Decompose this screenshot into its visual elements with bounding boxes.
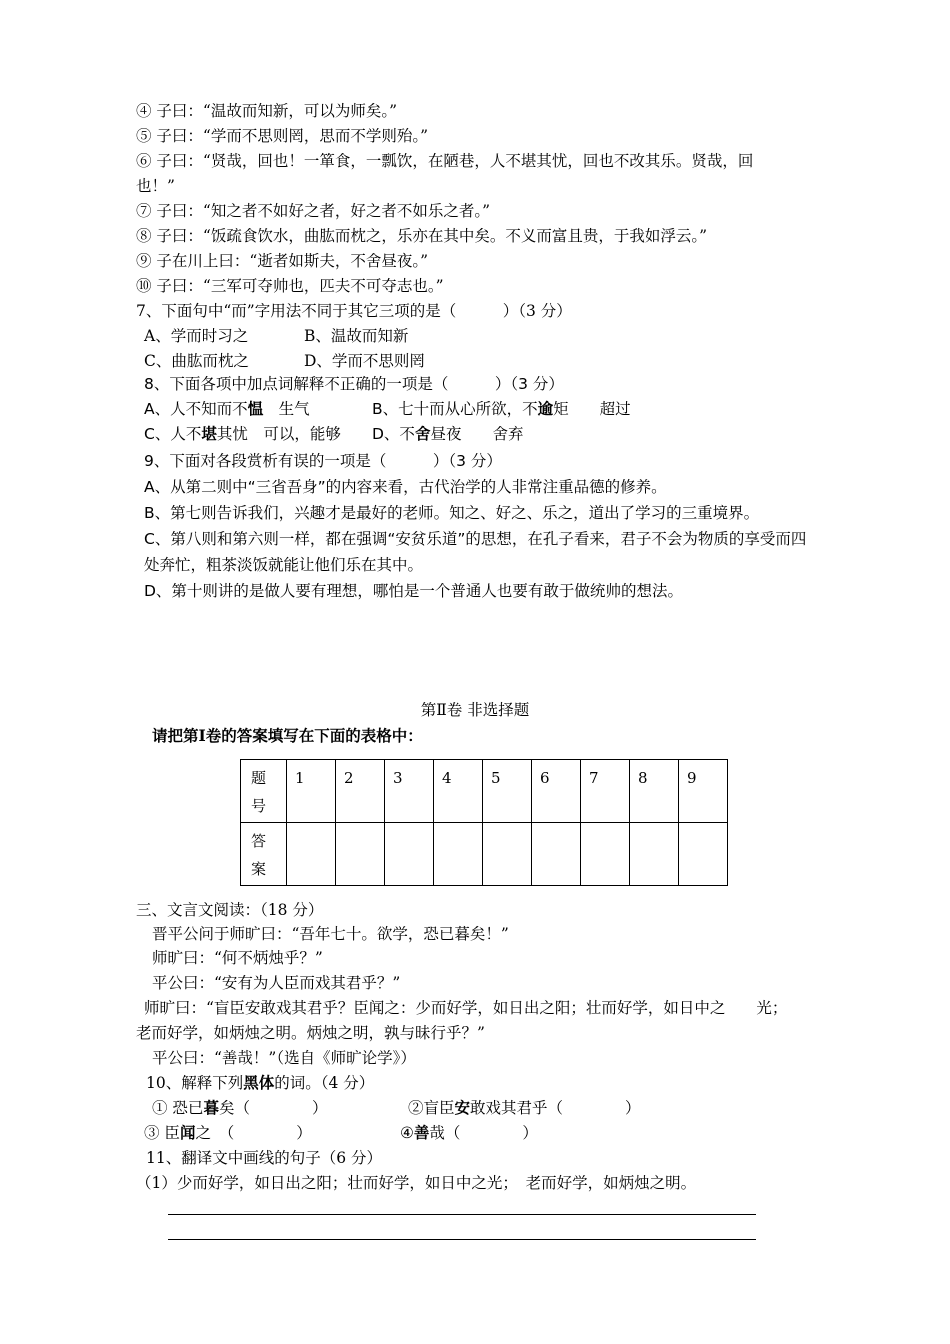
quote-4: ④ 子曰：“温故而知新，可以为师矣。” xyxy=(136,102,398,120)
q9-option-c-cont: 处奔忙，粗茶淡饭就能让他们乐在其中。 xyxy=(144,556,424,574)
q11-sentence-1: （1）少而好学，如日出之阳；壮而好学，如日中之光； 老而好学，如炳烛之明。 xyxy=(136,1174,697,1192)
q10-item-4: ④善哉（ ） xyxy=(400,1123,538,1142)
q10-item-2: ②盲臣安敢戏其君乎（ ） xyxy=(408,1098,641,1117)
q8-d-dotted-word: 舍 xyxy=(414,425,431,443)
passage-p1: 晋平公问于师旷曰：“吾年七十。欲学，恐已暮矣！” xyxy=(152,925,509,943)
q8-option-d xyxy=(372,424,523,444)
q8-a-dotted-word: 愠 xyxy=(247,400,264,418)
q7-option-d: D、学而不思则罔 xyxy=(304,352,425,370)
q8-b-dotted-word: 逾 xyxy=(537,400,554,418)
q8-a-gloss: 生气 xyxy=(263,400,310,418)
table-cell-number: 3 xyxy=(385,760,434,823)
q10-item-3: ③ 臣闻之 （ ） xyxy=(144,1123,312,1142)
section-2-title: 第Ⅱ卷 非选择题 xyxy=(420,701,530,719)
quote-6: ⑥ 子曰：“贤哉，回也！一箪食，一瓢饮，在陋巷，人不堪其忧，回也不改其乐。贤哉，回 xyxy=(136,152,754,170)
table-cell-number: 9 xyxy=(679,760,728,823)
q11-stem: 11、翻译文中画线的句子（6 分） xyxy=(146,1149,383,1167)
q9-option-a: A、从第二则中“三省吾身”的内容来看，古代治学的人非常注重品德的修养。 xyxy=(144,478,667,496)
answer-cell[interactable] xyxy=(532,823,581,886)
answer-cell[interactable] xyxy=(434,823,483,886)
table-cell-number: 5 xyxy=(483,760,532,823)
q10-item-1: ① 恐已暮矣（ ） xyxy=(152,1098,328,1117)
quote-8: ⑧ 子曰：“饭疏食饮水，曲肱而枕之，乐亦在其中矣。不义而富且贵，于我如浮云。” xyxy=(136,227,708,245)
q8-a-text: A、人不知而不 xyxy=(144,400,248,418)
q8-stem: 8、下面各项中加点词解释不正确的一项是（ ）（3 分） xyxy=(144,375,564,393)
passage-p3: 平公曰：“安有为人臣而戏其君乎？” xyxy=(152,974,401,992)
q8-option-b xyxy=(372,399,631,419)
q8-c-text: C、人不 xyxy=(144,425,202,443)
q8-b-gloss: 矩 超过 xyxy=(553,400,631,418)
answer-cell[interactable] xyxy=(336,823,385,886)
q9-stem: 9、下面对各段赏析有误的一项是（ ）（3 分） xyxy=(144,452,502,470)
table-cell-number: 4 xyxy=(434,760,483,823)
q10-bold-word: 黑体 xyxy=(243,1073,275,1092)
table-header-number: 题 号 xyxy=(241,760,287,823)
quote-5: ⑤ 子曰：“学而不思则罔，思而不学则殆。” xyxy=(136,127,429,145)
answer-cell[interactable] xyxy=(630,823,679,886)
quote-7: ⑦ 子曰：“知之者不如好之者，好之者不如乐之者。” xyxy=(136,202,491,220)
answer-cell[interactable] xyxy=(385,823,434,886)
passage-p5: 平公曰：“善哉！”（选自《师旷论学》） xyxy=(152,1049,416,1067)
table-cell-number: 7 xyxy=(581,760,630,823)
q7-stem: 7、下面句中“而”字用法不同于其它三项的是（ ）（3 分） xyxy=(136,302,572,320)
answer-cell[interactable] xyxy=(287,823,336,886)
table-cell-number: 2 xyxy=(336,760,385,823)
q8-option-c xyxy=(144,424,341,444)
quote-6-cont: 也！” xyxy=(136,177,175,195)
table-row xyxy=(241,823,728,886)
answer-cell[interactable] xyxy=(483,823,532,886)
q10-stem: 10、解释下列黑体的词。（4 分） xyxy=(146,1073,375,1092)
q9-option-c: C、第八则和第六则一样，都在强调“安贫乐道”的思想，在孔子看来，君子不会为物质的享受而四 xyxy=(144,530,807,548)
answer-cell[interactable] xyxy=(679,823,728,886)
q7-option-b: B、温故而知新 xyxy=(304,327,409,345)
q9-option-d: D、第十则讲的是做人要有理想，哪怕是一个普通人也要有敢于做统帅的想法。 xyxy=(144,582,683,600)
q8-b-text: B、七十而从心所欲，不 xyxy=(372,400,538,418)
answer-line[interactable] xyxy=(168,1214,756,1215)
table-row xyxy=(241,760,728,823)
q8-d-text: D、不 xyxy=(372,425,415,443)
quote-9: ⑨ 子在川上曰：“逝者如斯夫，不舍昼夜。” xyxy=(136,252,429,270)
q8-option-a xyxy=(144,399,310,419)
q8-d-gloss: 昼夜 舍弃 xyxy=(430,425,524,443)
table-header-answer: 答 案 xyxy=(241,823,287,886)
table-cell-number: 8 xyxy=(630,760,679,823)
passage-p4-cont: 老而好学，如炳烛之明。炳烛之明，孰与昧行乎？” xyxy=(136,1024,485,1042)
section-2-instruction: 请把第Ⅰ卷的答案填写在下面的表格中： xyxy=(152,726,423,745)
q7-option-a: A、学而时习之 xyxy=(144,327,249,345)
answer-cell[interactable] xyxy=(581,823,630,886)
q7-option-c: C、曲肱而枕之 xyxy=(144,352,249,370)
passage-p2: 师旷曰：“何不炳烛乎？” xyxy=(152,949,323,967)
quote-10: ⑩ 子曰：“三军可夺帅也，匹夫不可夺志也。” xyxy=(136,277,444,295)
table-cell-number: 6 xyxy=(532,760,581,823)
table-cell-number: 1 xyxy=(287,760,336,823)
section-3-heading: 三、文言文阅读：（18 分） xyxy=(136,901,324,919)
q8-c-dotted-word: 堪 xyxy=(201,425,217,443)
answer-line[interactable] xyxy=(168,1239,756,1240)
passage-p4: 师旷曰：“盲臣安敢戏其君乎？臣闻之：少而好学，如日出之阳；壮而好学，如日中之 光； xyxy=(144,999,788,1017)
q8-c-gloss: 其忧 可以，能够 xyxy=(216,425,341,443)
answer-table xyxy=(240,759,728,886)
q9-option-b: B、第七则告诉我们，兴趣才是最好的老师。知之、好之、乐之，道出了学习的三重境界。 xyxy=(144,504,760,522)
